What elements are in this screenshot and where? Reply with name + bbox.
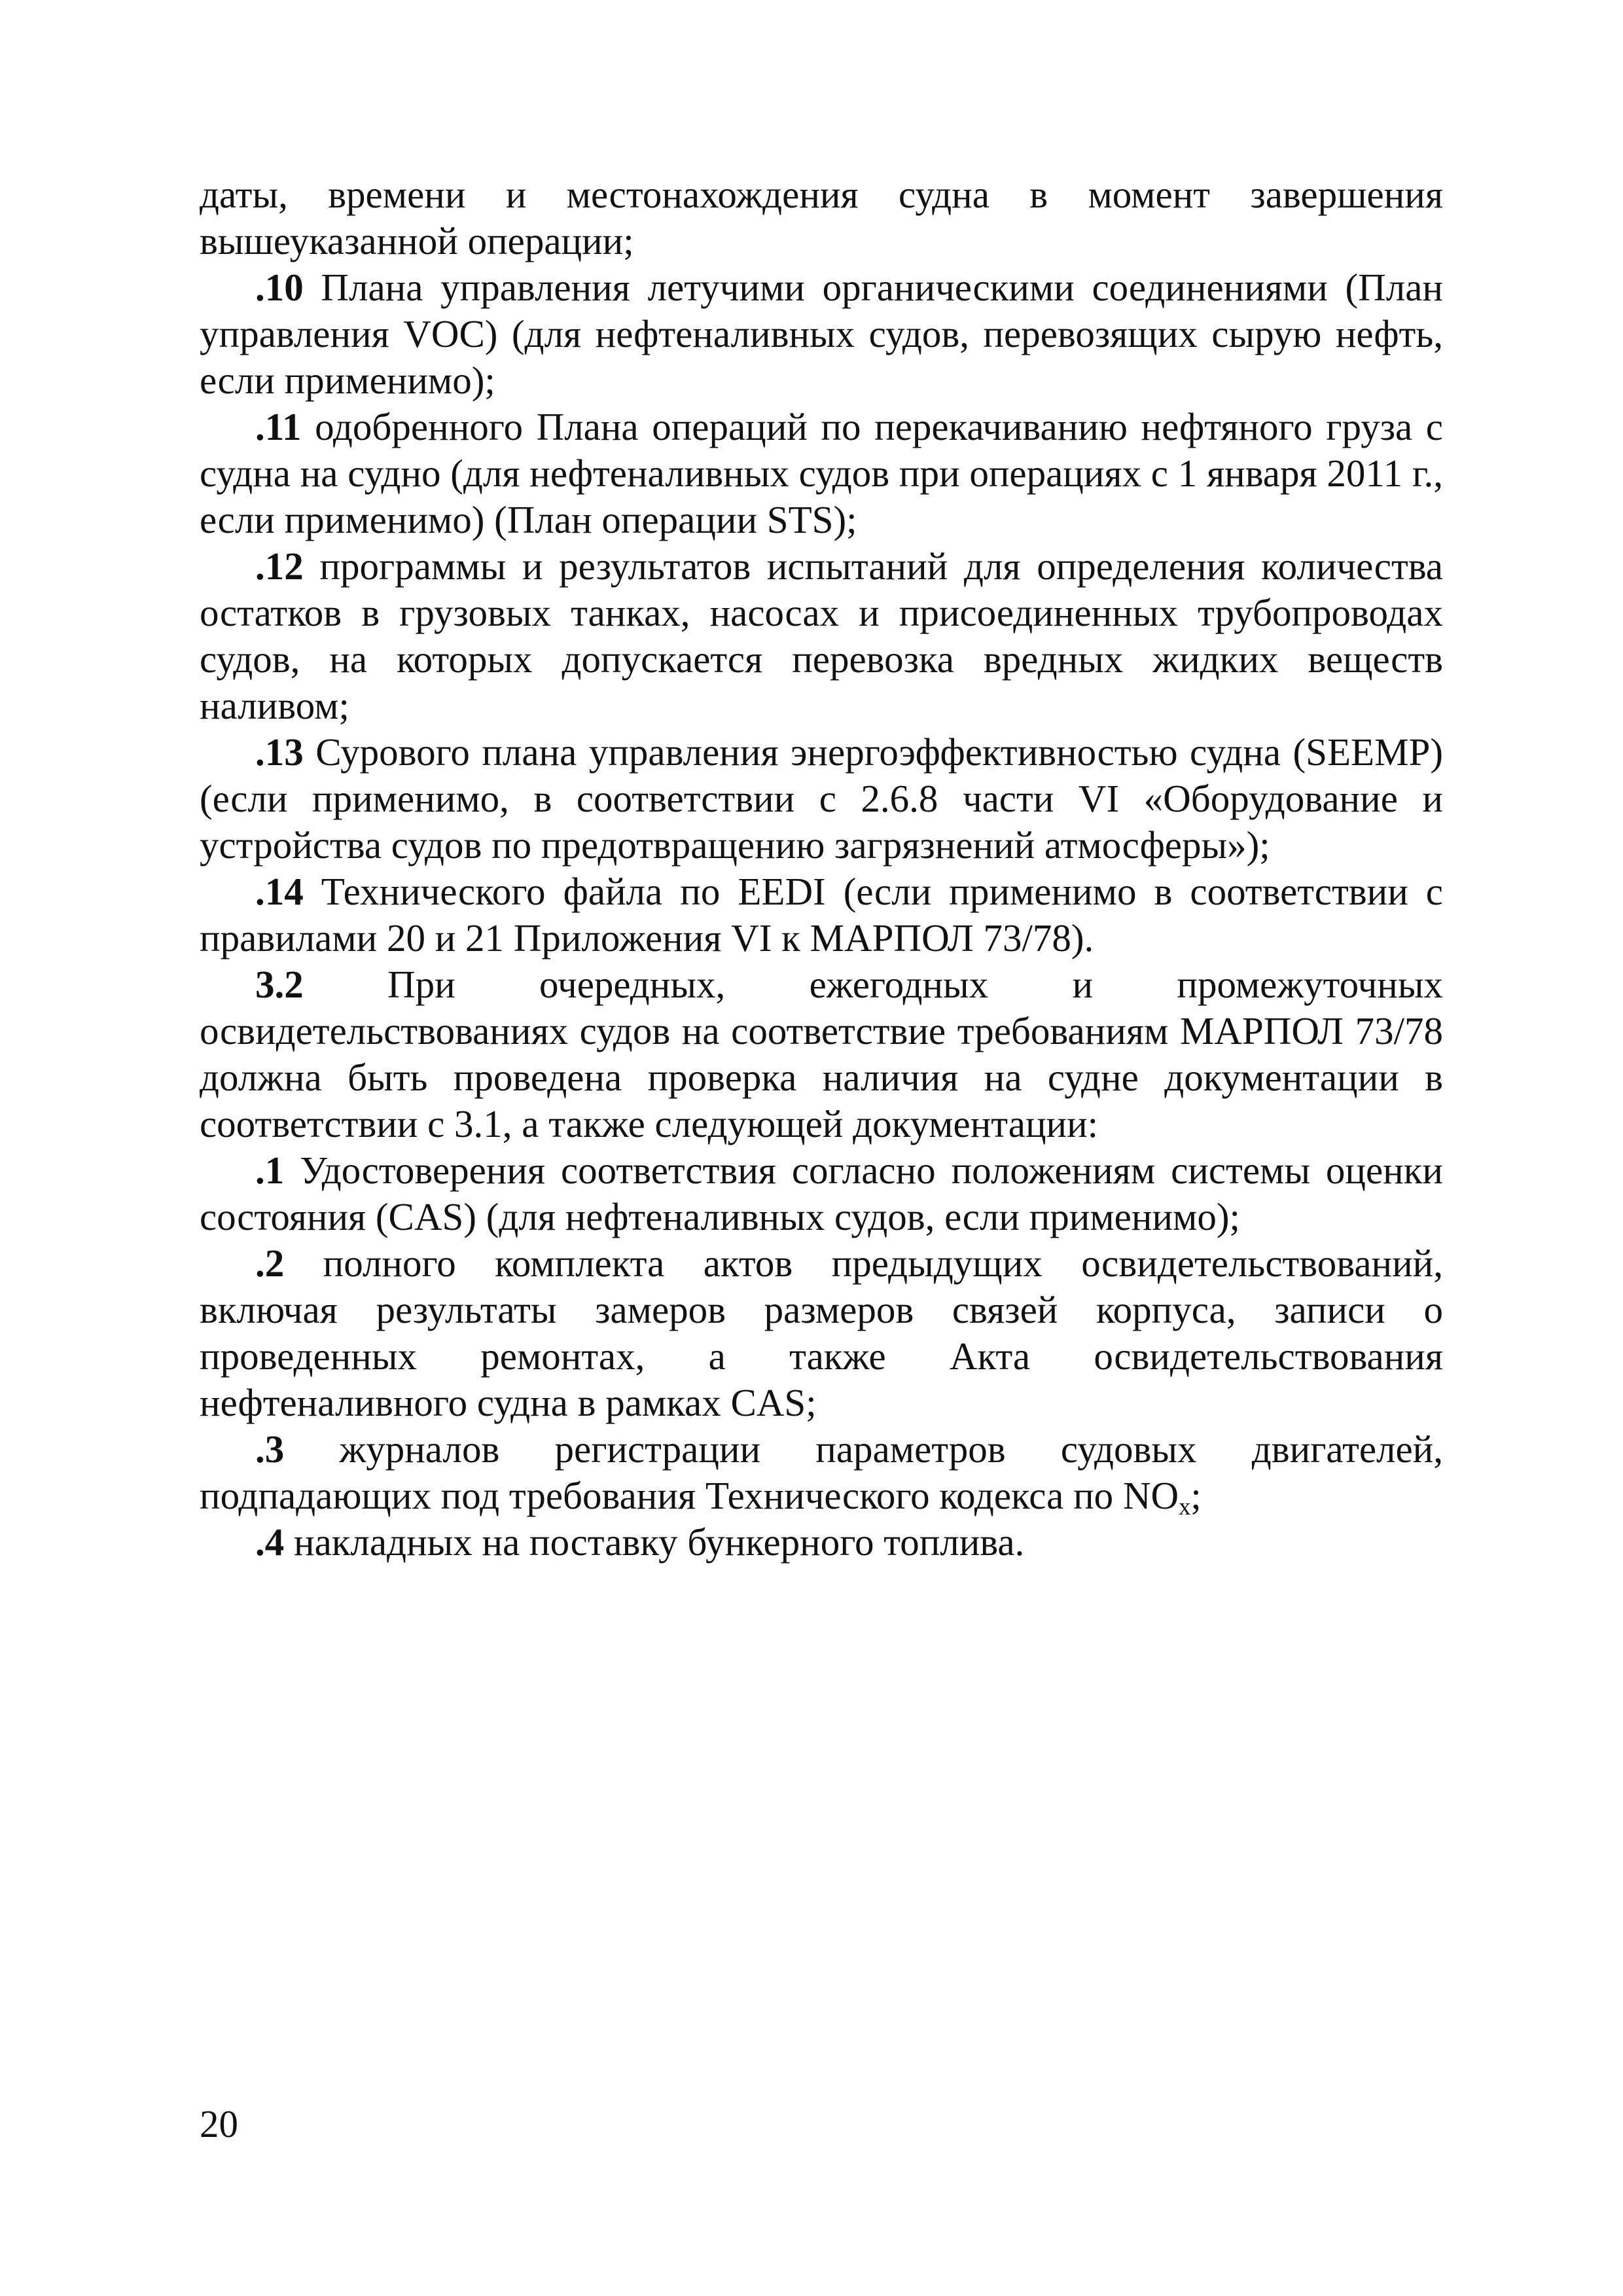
list-item-13 (200, 729, 1443, 869)
section-text: При очередных, ежегодных и промежуточных освидетельствованиях судов на соответствие требованиям МАРПОЛ 73/78 должна быть проведена проверка наличия на судне документации в соответствии с 3.1, а также следующей документации: (200, 963, 1443, 1145)
section-number: 3.2 (255, 963, 304, 1006)
item-number: .4 (255, 1520, 285, 1564)
item-number: .14 (255, 870, 304, 913)
item-text: полного комплекта актов предыдущих освидетельствований, включая результаты замеров размеров связей корпуса, записи о проведенных ремонтах, а также Акта освидетельствования нефтеналивного судна в рамках CAS; (200, 1242, 1443, 1424)
paragraph-continuation (200, 171, 1443, 264)
item-text: Технического файла по EEDI (если применимо в соответствии с правилами 20 и 21 Приложения VI к МАРПОЛ 73/78). (200, 870, 1443, 960)
subscript-x: x (1179, 1493, 1191, 1520)
item-text: программы и результатов испытаний для определения количества остатков в грузовых танках, насосах и присоединенных трубопроводах судов, на которых допускается перевозка вредных жидких веществ наливом; (200, 545, 1443, 727)
item-number: .2 (255, 1242, 285, 1285)
item-text-end: ; (1190, 1474, 1202, 1517)
item-text: Сурового плана управления энергоэффективностью судна (SEEMP) (если применимо, в соответствии с 2.6.8 части VI «Оборудование и устройства судов по предотвращению загрязнений атмосферы»); (200, 730, 1443, 867)
list-item-12 (200, 543, 1443, 729)
item-number: .10 (255, 266, 304, 309)
item-number: .11 (255, 405, 302, 448)
list-item-1 (200, 1147, 1443, 1240)
list-item-3 (200, 1426, 1443, 1519)
item-text: Плана управления летучими органическими соединениями (План управления VOC) (для нефтеналивных судов, перевозящих сырую нефть, если применимо); (200, 266, 1443, 402)
item-number: .1 (255, 1149, 285, 1192)
section-3-2 (200, 961, 1443, 1147)
list-item-4 (200, 1519, 1443, 1566)
item-text: одобренного Плана операций по перекачиванию нефтяного груза с судна на судно (для нефтеналивных судов при операциях с 1 января 2011 г., если применимо) (План операции STS); (200, 405, 1443, 541)
item-text: Удостоверения соответствия согласно положениям системы оценки состояния (CAS) (для нефтеналивных судов, если применимо); (200, 1149, 1443, 1238)
list-item-14 (200, 869, 1443, 961)
list-item-11 (200, 404, 1443, 543)
item-number: .3 (255, 1427, 285, 1471)
page-number: 20 (200, 2102, 238, 2145)
paragraph-text: даты, времени и местонахождения судна в момент завершения вышеуказанной операции; (200, 173, 1443, 262)
list-item-10 (200, 264, 1443, 404)
item-text: журналов регистрации параметров судовых двигателей, подпадающих под требования Технического кодекса по NO (200, 1427, 1443, 1517)
item-number: .13 (255, 730, 304, 774)
list-item-2 (200, 1240, 1443, 1426)
item-number: .12 (255, 545, 304, 588)
document-body (200, 171, 1443, 1566)
item-text: накладных на поставку бункерного топлива. (284, 1520, 1025, 1564)
